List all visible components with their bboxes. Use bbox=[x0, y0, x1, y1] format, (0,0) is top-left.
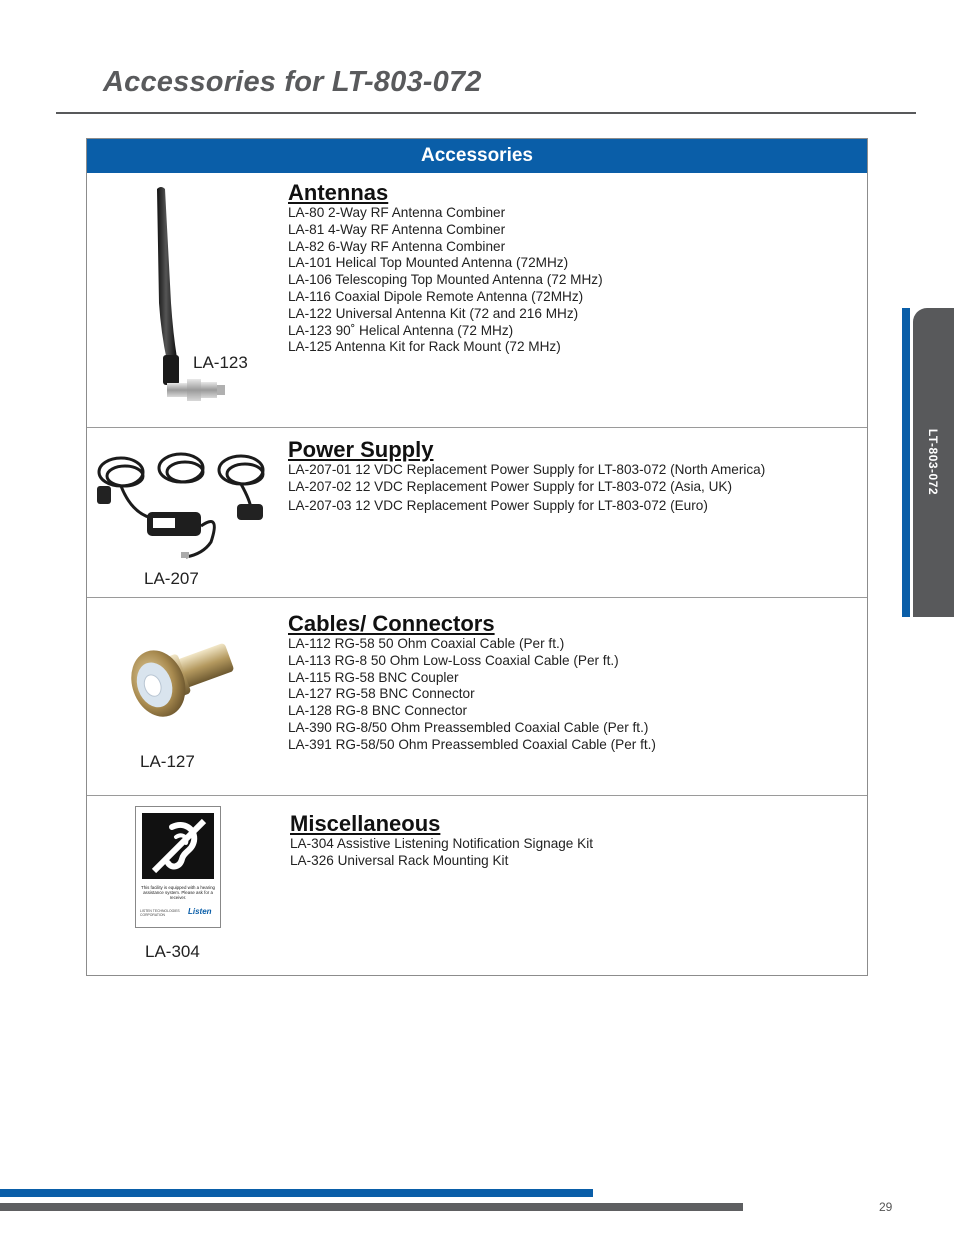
list-item: LA-326 Universal Rack Mounting Kit bbox=[290, 852, 509, 868]
model-label-connector: LA-127 bbox=[140, 752, 195, 771]
row-power-supply bbox=[87, 427, 867, 597]
list-item: LA-106 Telescoping Top Mounted Antenna (72 MHz) bbox=[288, 272, 603, 288]
table-header: Accessories bbox=[87, 139, 867, 173]
model-label-signage: LA-304 bbox=[145, 942, 200, 961]
page-number: 29 bbox=[879, 1200, 893, 1214]
model-label-power-supply: LA-207 bbox=[144, 569, 199, 588]
model-label-antenna: LA-123 bbox=[193, 353, 248, 372]
signage-footer: LISTEN TECHNOLOGIES CORPORATION bbox=[140, 909, 180, 917]
list-item: LA-80 2-Way RF Antenna Combiner bbox=[288, 205, 506, 220]
list-item: LA-207-03 12 VDC Replacement Power Supply for LT-803-072 (Euro) bbox=[288, 497, 708, 513]
row-cables-connectors bbox=[87, 597, 867, 795]
signage-image bbox=[135, 806, 221, 928]
footer-grey-bar bbox=[0, 1203, 743, 1211]
power-supply-image bbox=[91, 442, 281, 562]
antennas-list bbox=[288, 205, 603, 356]
antenna-image bbox=[149, 183, 227, 413]
list-item: LA-207-01 12 VDC Replacement Power Supply for LT-803-072 (North America) bbox=[288, 462, 766, 477]
list-item: LA-113 RG-8 50 Ohm Low-Loss Coaxial Cable (Per ft.) bbox=[288, 652, 619, 668]
section-miscellaneous bbox=[290, 812, 593, 870]
power-supply-list bbox=[288, 462, 765, 514]
list-item: LA-125 Antenna Kit for Rack Mount (72 MHz) bbox=[288, 339, 561, 355]
section-heading-miscellaneous: Miscellaneous bbox=[290, 811, 441, 836]
list-item: LA-127 RG-58 BNC Connector bbox=[288, 686, 475, 702]
list-item: LA-82 6-Way RF Antenna Combiner bbox=[288, 238, 506, 254]
section-heading-antennas: Antennas bbox=[288, 180, 389, 205]
signage-text: This facility is equipped with a hearing assistance system. Please ask for a receiver. bbox=[141, 885, 215, 901]
list-item: LA-112 RG-58 50 Ohm Coaxial Cable (Per ft.) bbox=[288, 636, 565, 651]
section-power-supply bbox=[288, 438, 765, 514]
list-item: LA-304 Assistive Listening Notification Signage Kit bbox=[290, 836, 594, 851]
list-item: LA-101 Helical Top Mounted Antenna (72MHz) bbox=[288, 255, 569, 271]
row-antennas bbox=[87, 173, 867, 427]
list-item: LA-116 Coaxial Dipole Remote Antenna (72MHz) bbox=[288, 288, 584, 304]
accessories-table bbox=[86, 138, 868, 976]
list-item: LA-390 RG-8/50 Ohm Preassembled Coaxial Cable (Per ft.) bbox=[288, 719, 649, 735]
page-title: Accessories for LT-803-072 bbox=[103, 66, 482, 98]
list-item: LA-122 Universal Antenna Kit (72 and 216 MHz) bbox=[288, 305, 579, 321]
cables-connectors-list bbox=[288, 636, 656, 754]
listen-logo: Listen bbox=[188, 907, 212, 916]
hearing-assistance-icon bbox=[142, 813, 214, 879]
list-item: LA-123 90˚ Helical Antenna (72 MHz) bbox=[288, 322, 514, 338]
list-item: LA-391 RG-58/50 Ohm Preassembled Coaxial Cable (Per ft.) bbox=[288, 736, 656, 752]
title-divider bbox=[56, 112, 916, 114]
miscellaneous-list bbox=[290, 836, 593, 870]
section-cables-connectors bbox=[288, 612, 656, 754]
side-tab-label: LT-803-072 bbox=[926, 428, 940, 496]
section-heading-power-supply: Power Supply bbox=[288, 437, 434, 462]
list-item: LA-81 4-Way RF Antenna Combiner bbox=[288, 221, 506, 237]
list-item: LA-207-02 12 VDC Replacement Power Supply for LT-803-072 (Asia, UK) bbox=[288, 478, 733, 494]
bnc-connector-image bbox=[123, 626, 235, 726]
footer-blue-bar bbox=[0, 1189, 593, 1197]
section-heading-cables-connectors: Cables/ Connectors bbox=[288, 611, 495, 636]
side-tab-accent bbox=[902, 308, 910, 617]
row-miscellaneous bbox=[87, 795, 867, 975]
section-antennas bbox=[288, 181, 603, 356]
list-item: LA-128 RG-8 BNC Connector bbox=[288, 703, 468, 719]
list-item: LA-115 RG-58 BNC Coupler bbox=[288, 669, 459, 685]
